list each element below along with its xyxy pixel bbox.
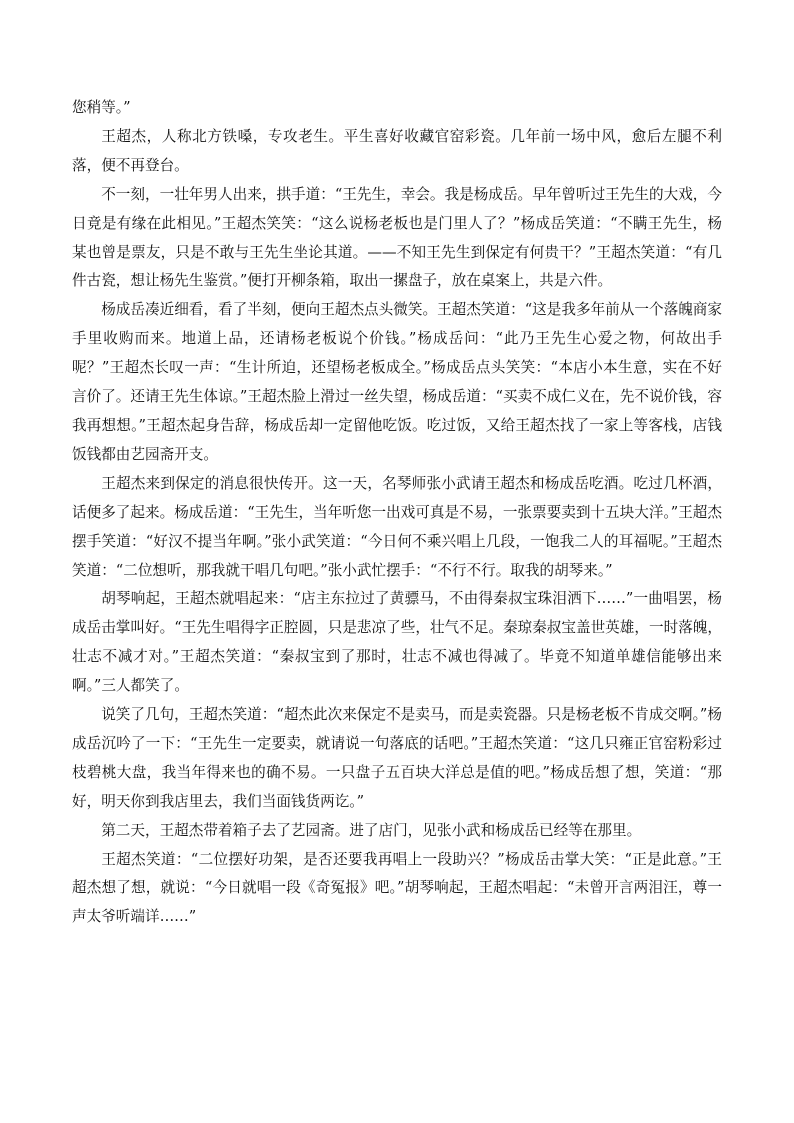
paragraph-7: 说笑了几句，王超杰笑道：“超杰此次来保定不是卖马，而是卖瓷器。只是杨老板不肯成交啊。”杨成岳沉吟了一下：“王先生一定要卖，就请说一句落底的话吧。”王超杰笑道：“这几只雍正官窑粉彩过枝碧桃大盘，我当年得来也的确不易。一只盘子五百块大洋总是值的吧。”杨成岳想了想，笑道：“那好，明天你到我店里去，我们当面钱货两讫。”: [72, 706, 722, 810]
paragraph-8: 第二天，王超杰带着箱子去了艺园斋。进了店门，见张小武和杨成岳已经等在那里。: [101, 821, 642, 839]
paragraph-9: 王超杰笑道：“二位摆好功架，是否还要我再唱上一段助兴？”杨成岳击掌大笑：“正是此意。”王超杰想了想，就说：“今日就唱一段《奇冤报》吧。”胡琴响起，王超杰唱起：“未曾开言两泪汪，尊一声太爷听端详……”: [72, 850, 722, 926]
paragraph-4: 杨成岳凑近细看，看了半刻，便向王超杰点头微笑。王超杰笑道：“这是我多年前从一个落魄商家手里收购而来。地道上品，还请杨老板说个价钱。”杨成岳问：“此乃王先生心爱之物，何故出手呢？”王超杰长叹一声：“生计所迫，还望杨老板成全。”杨成岳点头笑笑：“本店小本生意，实在不好言价了。还请王先生体谅。”王超杰脸上滑过一丝失望，杨成岳道：“买卖不成仁义在，先不说价钱，容我再想想。”王超杰起身告辞，杨成岳却一定留他吃饭。吃过饭，又给王超杰找了一家上等客栈，店钱饭钱都由艺园斋开支。: [72, 301, 723, 463]
paragraph-5: 王超杰来到保定的消息很快传开。这一天，名琴师张小武请王超杰和杨成岳吃酒。吃过几杯酒，话便多了起来。杨成岳道：“王先生，当年听您一出戏可真是不易，一张票要卖到十五块大洋。”王超杰摆手笑道：“好汉不提当年啊。”张小武笑道：“今日何不乘兴唱上几段，一饱我二人的耳福呢。”王超杰笑道：“二位想听，那我就干唱几句吧。”张小武忙摆手：“不行不行。取我的胡琴来。”: [72, 474, 722, 579]
paragraph-6: 胡琴响起，王超杰就唱起来：“店主东拉过了黄骠马，不由得秦叔宝珠泪洒下……”一曲唱罢，杨成岳击掌叫好。“王先生唱得字正腔圆，只是悲凉了些，壮气不足。秦琼秦叔宝盖世英雄，一时落魄，壮志不减才对。”王超杰笑道：“秦叔宝到了那时，壮志不减也得减了。毕竟不知道单雄信能够出来啊。”三人都笑了。: [72, 590, 722, 695]
paragraph-1: 您稍等。”: [72, 99, 131, 116]
article-body: [72, 94, 722, 932]
paragraph-3: 不一刻，一壮年男人出来，拱手道：“王先生，幸会。我是杨成岳。早年曾听过王先生的大戏，今日竟是有缘在此相见。”王超杰笑笑：“这么说杨老板也是门里人了？”杨成岳笑道：“不瞒王先生，杨某也曾是票友，只是不敢与王先生坐论其道。——不知王先生到保定有何贵干？”王超杰笑道：“有几件古瓷，想让杨先生鉴赏。”便打开柳条箱，取出一摞盘子，放在桌案上，共是六件。: [72, 185, 722, 290]
paragraph-2: 王超杰，人称北方铁嗓，专攻老生。平生喜好收藏官窑彩瓷。几年前一场中风，愈后左腿不利落，便不再登台。: [72, 127, 722, 174]
